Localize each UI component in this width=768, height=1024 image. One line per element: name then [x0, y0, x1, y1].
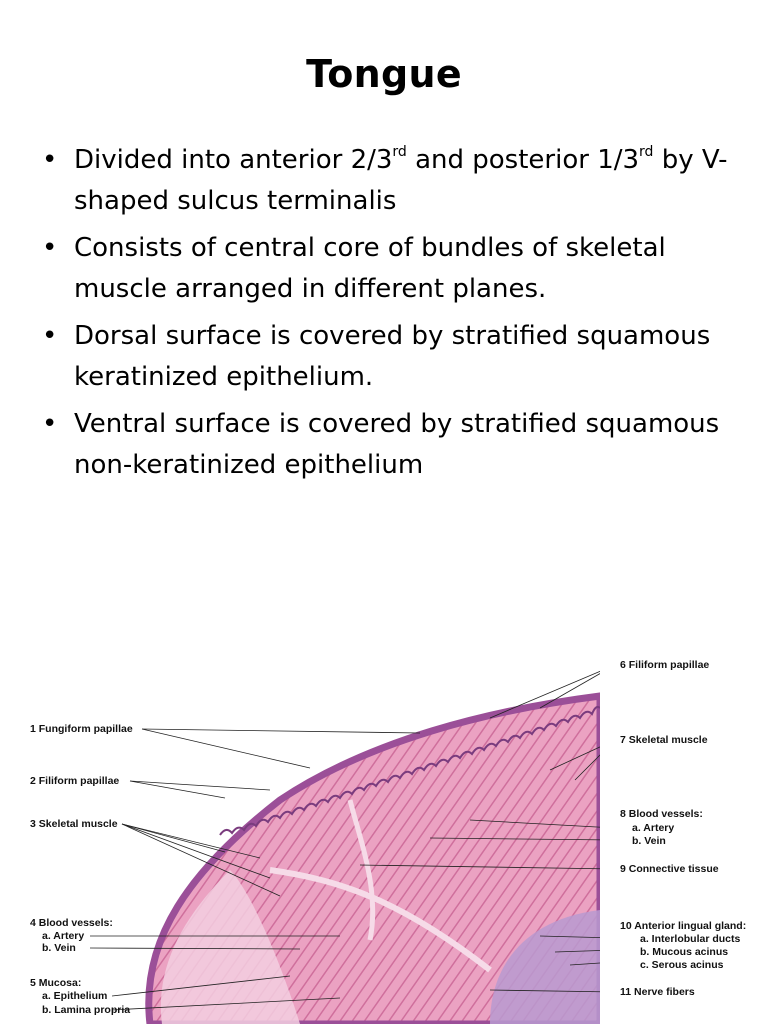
label-serous-acinus: c. Serous acinus: [640, 959, 724, 971]
bullet-text: Ventral surface is covered by stratified squamous non-keratinized epithelium: [74, 409, 720, 480]
label-fungiform-papillae: 1 Fungiform papillae: [30, 723, 133, 735]
label-filiform-papillae: 2 Filiform papillae: [30, 775, 120, 787]
bullet-item: [42, 316, 742, 398]
label-mucous-acinus: b. Mucous acinus: [640, 946, 729, 958]
label-epithelium: a. Epithelium: [42, 990, 108, 1002]
bullet-item: [42, 228, 742, 310]
label-vein-right: b. Vein: [632, 835, 666, 847]
bullet-list: [42, 140, 742, 492]
tongue-histology-figure: [20, 640, 768, 1024]
label-mucosa: 5 Mucosa:: [30, 977, 82, 989]
bullet-text: Dorsal surface is covered by stratified squamous keratinized epithelium.: [74, 321, 711, 392]
label-artery: a. Artery: [42, 930, 85, 942]
label-lamina-propria: b. Lamina propria: [42, 1004, 131, 1016]
label-skeletal-muscle-right: 7 Skeletal muscle: [620, 734, 708, 746]
label-artery-right: a. Artery: [632, 822, 675, 834]
bullet-item: [42, 404, 742, 486]
slide-title: Tongue: [306, 52, 462, 96]
bullet-text: Divided into anterior 2/3rd and posterior 1/3rd by V- shaped sulcus terminalis: [74, 144, 728, 216]
label-interlobular-ducts: a. Interlobular ducts: [640, 933, 741, 945]
label-skeletal-muscle: 3 Skeletal muscle: [30, 818, 118, 830]
bullet-text: Consists of central core of bundles of skeletal muscle arranged in different planes.: [74, 233, 666, 304]
bullet-dot-icon: •: [42, 233, 58, 263]
label-anterior-lingual-gland: 10 Anterior lingual gland:: [620, 920, 747, 932]
label-blood-vessels: 4 Blood vessels:: [30, 917, 113, 929]
bullet-dot-icon: •: [42, 409, 58, 439]
label-vein: b. Vein: [42, 942, 76, 954]
label-filiform-papillae-right: 6 Filiform papillae: [620, 659, 710, 671]
label-connective-tissue: 9 Connective tissue: [620, 863, 719, 875]
bullet-dot-icon: •: [42, 145, 58, 175]
bullet-dot-icon: •: [42, 321, 58, 351]
label-nerve-fibers: 11 Nerve fibers: [620, 986, 695, 998]
label-blood-vessels-right: 8 Blood vessels:: [620, 808, 703, 820]
bullet-item: [42, 140, 742, 222]
